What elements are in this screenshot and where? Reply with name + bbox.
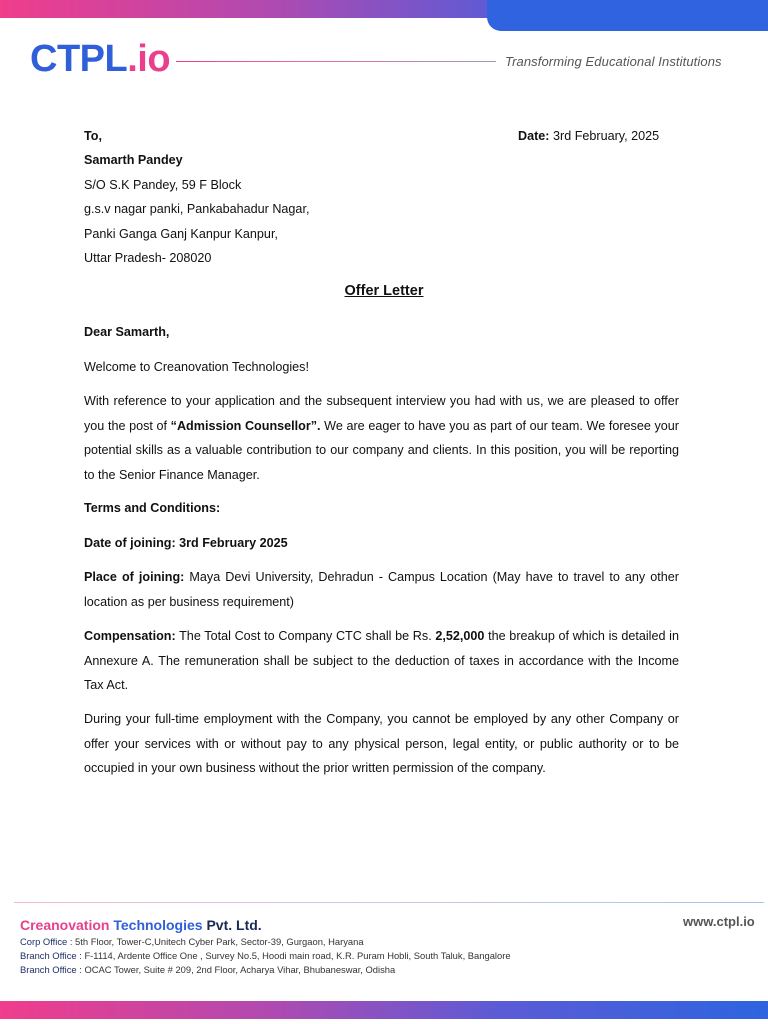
intro-paragraph	[84, 389, 679, 487]
logo-brand: CTPL	[30, 38, 128, 80]
compensation-label: Compensation:	[84, 629, 176, 643]
compensation-amount: 2,52,000	[435, 629, 485, 643]
intro-text: With reference to your application and the subsequent interview you had with us, we are pleased to offer you the post of	[84, 394, 679, 433]
address-line: S/O S.K Pandey, 59 F Block	[84, 177, 242, 192]
company-name-part: Pvt. Ltd.	[202, 917, 262, 933]
to-label: To,	[84, 129, 102, 143]
salutation	[84, 320, 679, 345]
office-text: 5th Floor, Tower-C,Unitech Cyber Park, Sector-39, Gurgaon, Haryana	[72, 936, 364, 947]
address-line: Panki Ganga Ganj Kanpur Kanpur,	[84, 226, 278, 241]
office-address	[20, 950, 511, 961]
date-value: 3rd February, 2025	[553, 129, 660, 143]
compensation-text: the breakup of which is detailed in Annexure A. The remuneration shall be subject to the deduction of taxes in accordance with the Income Tax Act.	[84, 629, 679, 692]
office-address	[20, 964, 395, 975]
place-text: Maya Devi University, Dehradun - Campus Location (May have to travel to any other location as per business requirement)	[84, 570, 679, 609]
intro-text: We are eager to have you as part of our team. We foresee your potential skills as a valuable contribution to our company and clients. In this position, you will be reporting to the Senior Finance Manager.	[84, 418, 679, 482]
employment-clause: During your full-time employment with the Company, you cannot be employed by any other Company or offer your services with or without pay to any physical person, legal entity, or public authority or to be occupied in your own business without the prior written permission of the company.	[84, 712, 679, 775]
footer-company-name	[20, 917, 262, 933]
header-divider	[176, 61, 496, 62]
recipient-name: Samarth Pandey	[84, 153, 183, 168]
company-name-part: Technologies	[109, 917, 203, 933]
post-title: “Admission Counsellor”.	[170, 418, 321, 433]
logo-tld: .io	[127, 38, 171, 80]
compensation-text: The Total Cost to Company CTC shall be Rs.	[175, 629, 436, 643]
date-label: Date:	[518, 129, 550, 143]
address-line: g.s.v nagar panki, Pankabahadur Nagar,	[84, 202, 310, 217]
terms-heading: Terms and Conditions:	[84, 501, 221, 515]
company-logo	[30, 36, 170, 82]
place-of-joining	[84, 565, 679, 614]
footer-website: www.ctpl.io	[683, 914, 755, 929]
header-blue-tab	[487, 0, 768, 31]
letter-title: Offer Letter	[344, 283, 424, 299]
office-text: OCAC Tower, Suite # 209, 2nd Floor, Acharya Vihar, Bhubaneswar, Odisha	[81, 964, 396, 975]
office-label: Branch Office :	[20, 950, 82, 961]
tagline: Transforming Educational Institutions	[505, 54, 722, 69]
footer-divider	[14, 902, 764, 903]
office-label: Corp Office :	[20, 936, 73, 947]
salutation-text: Dear Samarth,	[84, 325, 170, 339]
letter-date	[518, 124, 659, 148]
welcome-line: Welcome to Creanovation Technologies!	[84, 360, 309, 374]
address-line: Uttar Pradesh- 208020	[84, 250, 212, 265]
office-label: Branch Office :	[20, 964, 82, 975]
place-label: Place of joining:	[84, 570, 185, 584]
compensation-paragraph	[84, 624, 679, 698]
joining-date: Date of joining: 3rd February 2025	[84, 536, 288, 550]
office-text: F-1114, Ardente Office One , Survey No.5, Hoodi main road, K.R. Puram Hobli, South Taluk, Bangalore	[81, 950, 511, 961]
company-name-part: Creanovation	[20, 917, 110, 933]
footer-gradient-bar	[0, 1001, 768, 1019]
office-address	[20, 936, 364, 947]
